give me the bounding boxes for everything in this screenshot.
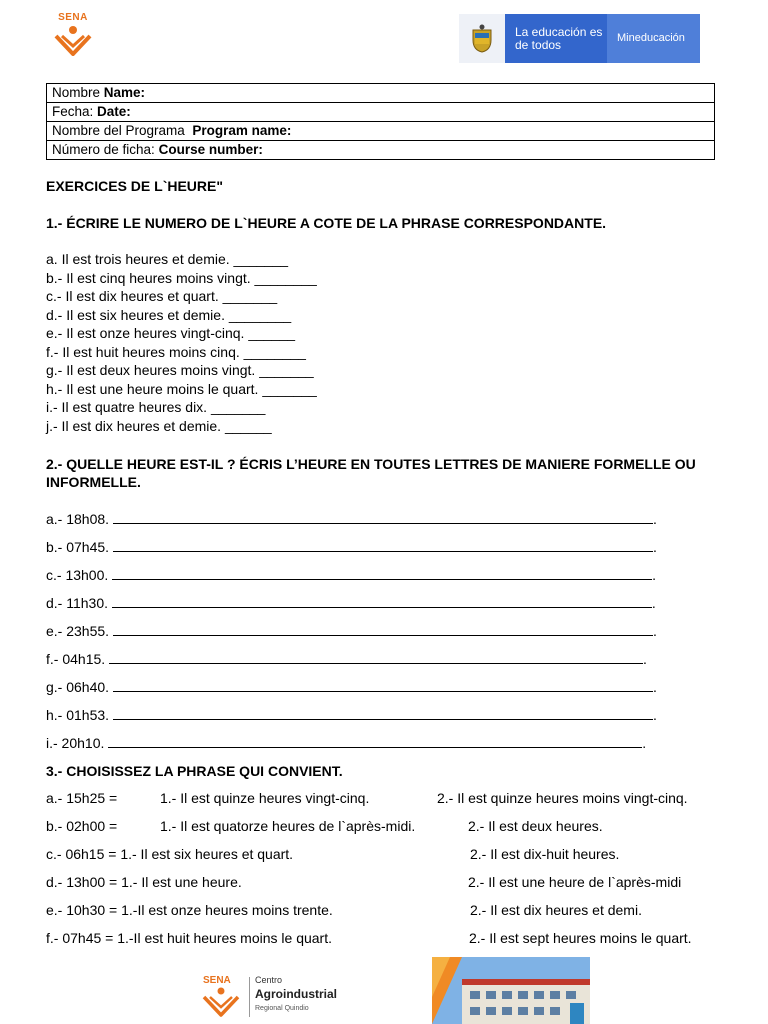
sena-figure-icon: [50, 12, 96, 56]
footer-sena-label: SENA: [203, 975, 231, 986]
section2-item: [46, 567, 726, 583]
choice-option-2[interactable]: 2.- Il est sept heures moins le quart.: [469, 930, 692, 946]
section1-item[interactable]: i.- Il est quatre heures dix. _______: [46, 399, 266, 415]
footer-sena-figure-icon: [199, 981, 243, 1019]
answer-line[interactable]: [108, 737, 642, 748]
section2-item: [46, 651, 726, 667]
answer-line[interactable]: [113, 709, 653, 720]
course-label-en: Course number:: [158, 142, 263, 157]
name-field[interactable]: [47, 84, 715, 103]
answer-line[interactable]: [112, 597, 652, 608]
section1-item[interactable]: g.- Il est deux heures moins vingt. _______: [46, 362, 314, 378]
footer-agroindustrial: Agroindustrial: [255, 987, 338, 1001]
section2-time-label: e.- 23h55.: [46, 623, 113, 639]
answer-end-mark: .: [652, 707, 657, 723]
info-row-name: [47, 84, 715, 103]
campus-photo: [432, 957, 590, 1024]
section3-label: d.- 13h00 = 1.- Il est une heure.: [46, 874, 242, 890]
name-label-es: Nombre: [52, 85, 101, 100]
section3-heading: 3.- CHOISISSEZ LA PHRASE QUI CONVIENT.: [46, 763, 343, 779]
sena-logo-label: SENA: [58, 12, 88, 23]
section1-heading: 1.- ÉCRIRE LE NUMERO DE L`HEURE A COTE DE LA PHRASE CORRESPONDANTE.: [46, 215, 607, 231]
answer-end-mark: .: [642, 735, 647, 751]
coat-of-arms-icon: [459, 14, 505, 63]
government-banner: [459, 14, 700, 63]
section3-label: a.- 15h25 =: [46, 790, 118, 806]
section2-time-label: b.- 07h45.: [46, 539, 113, 555]
section3-label: b.- 02h00 =: [46, 818, 118, 834]
section2-time-label: d.- 11h30.: [46, 595, 112, 611]
answer-line[interactable]: [113, 513, 653, 524]
date-label-en: Date:: [97, 104, 131, 119]
section3-label: e.- 10h30 = 1.-Il est onze heures moins trente.: [46, 902, 333, 918]
section1-item[interactable]: d.- Il est six heures et demie. ________: [46, 306, 292, 323]
page-footer: [0, 955, 768, 1024]
answer-end-mark: .: [652, 567, 657, 583]
section2-item: [46, 511, 726, 527]
section2-time-label: h.- 01h53.: [46, 707, 113, 723]
section1-item[interactable]: h.- Il est une heure moins le quart. _______: [46, 380, 317, 397]
section1-item[interactable]: c.- Il est dix heures et quart. _______: [46, 288, 278, 304]
sena-logo: [50, 12, 96, 56]
choice-option-2[interactable]: 2.- Il est une heure de l`après-midi: [468, 874, 682, 890]
footer-regional: Regional Quindio: [255, 1005, 309, 1012]
answer-end-mark: .: [652, 539, 657, 555]
info-row-course: [47, 141, 715, 160]
section2-time-label: f.- 04h15.: [46, 651, 110, 667]
section2-time-label: a.- 18h08.: [46, 511, 113, 527]
section2-time-label: c.- 13h00.: [46, 567, 113, 583]
gov-ministry-label: Mineducación: [607, 14, 700, 63]
program-label-en: Program name:: [192, 123, 292, 138]
section2-item: [46, 539, 726, 555]
section2-item: [46, 679, 726, 695]
program-field[interactable]: [47, 122, 715, 141]
choice-option-1[interactable]: 1.- Il est quatorze heures de l`après-midi.: [160, 818, 416, 834]
course-label-es: Número de ficha:: [52, 142, 155, 157]
answer-line[interactable]: [109, 653, 643, 664]
date-label-es: Fecha:: [52, 104, 94, 119]
section2-time-label: g.- 06h40.: [46, 679, 113, 695]
section2-item: [46, 595, 726, 611]
section1-item[interactable]: f.- Il est huit heures moins cinq. ________: [46, 343, 306, 360]
section2-time-label: i.- 20h10.: [46, 735, 109, 751]
footer-divider: [249, 977, 250, 1017]
name-label-en: Name:: [103, 85, 146, 100]
page-title: EXERCICES DE L`HEURE": [46, 178, 223, 194]
gov-slogan: La educación es de todos: [505, 14, 607, 63]
section2-heading: 2.- QUELLE HEURE EST-IL ? ÉCRIS L’HEURE EN TOUTES LETTRES DE MANIERE FORMELLE OU INFORMELLE.: [46, 456, 696, 490]
answer-end-mark: .: [652, 511, 657, 527]
answer-line[interactable]: [112, 569, 652, 580]
section1-item[interactable]: j.- Il est dix heures et demie. ______: [46, 417, 272, 434]
section1-item[interactable]: e.- Il est onze heures vingt-cinq. ______: [46, 325, 296, 341]
program-label-es: Nombre del Programa: [52, 123, 185, 138]
section1-item[interactable]: b.- Il est cinq heures moins vingt. ________: [46, 269, 317, 286]
choice-option-1[interactable]: 1.- Il est quinze heures vingt-cinq.: [160, 790, 370, 806]
choice-option-2[interactable]: 2.- Il est quinze heures moins vingt-cinq.: [437, 790, 688, 806]
course-field[interactable]: [47, 141, 715, 160]
answer-line[interactable]: [113, 625, 653, 636]
info-row-program: [47, 122, 715, 141]
answer-line[interactable]: [113, 681, 653, 692]
student-info-table: [46, 83, 715, 160]
choice-option-2[interactable]: 2.- Il est dix-huit heures.: [470, 846, 620, 862]
footer-sena-logo: [197, 973, 347, 1019]
answer-end-mark: .: [643, 651, 647, 667]
section2-item: [46, 707, 726, 723]
choice-option-2[interactable]: 2.- Il est dix heures et demi.: [470, 902, 642, 918]
info-row-date: [47, 103, 715, 122]
section3-label: c.- 06h15 = 1.- Il est six heures et quart.: [46, 846, 294, 862]
answer-end-mark: .: [652, 679, 657, 695]
section2-item: [46, 623, 726, 639]
section1-item[interactable]: a. Il est trois heures et demie. _______: [46, 251, 289, 267]
page-header: [0, 0, 768, 75]
footer-centro: Centro: [255, 975, 283, 985]
answer-end-mark: .: [652, 623, 657, 639]
answer-line[interactable]: [113, 541, 653, 552]
choice-option-2[interactable]: 2.- Il est deux heures.: [468, 818, 603, 834]
date-field[interactable]: [47, 103, 715, 122]
answer-end-mark: .: [651, 595, 656, 611]
section2-item: [46, 735, 726, 751]
section3-label: f.- 07h45 = 1.-Il est huit heures moins le quart.: [46, 930, 332, 946]
